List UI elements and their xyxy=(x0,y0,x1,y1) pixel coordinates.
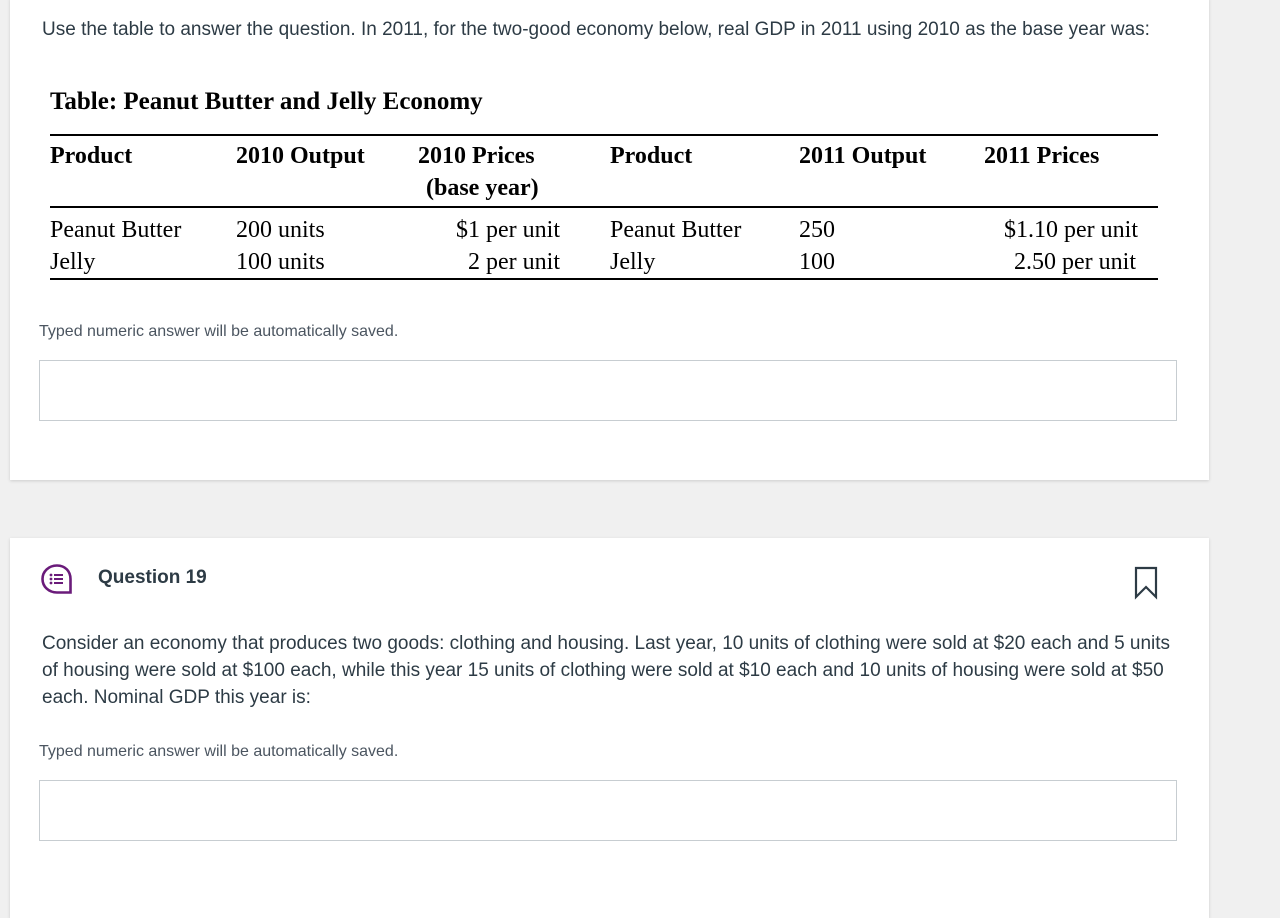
question-card-18 xyxy=(10,0,1209,480)
table-header-row xyxy=(50,135,1158,207)
cell-2011-output: 250 xyxy=(799,217,835,243)
cell-product: Peanut Butter xyxy=(50,217,182,243)
header-product-2011: Product xyxy=(610,143,693,169)
cell-product-2011: Jelly xyxy=(610,249,656,275)
header-product: Product xyxy=(50,143,133,169)
cell-2010-price: 2 per unit xyxy=(468,249,560,275)
cell-2011-output: 100 xyxy=(799,249,835,275)
cell-2010-price: $1 per unit xyxy=(456,217,560,243)
question-card-19 xyxy=(10,538,1209,918)
table-row xyxy=(50,207,1158,246)
header-2011-output: 2011 Output xyxy=(799,143,927,169)
question-type-icon xyxy=(40,563,74,597)
cell-2010-output: 200 units xyxy=(236,217,325,243)
answer-input[interactable] xyxy=(39,360,1177,421)
answer-input[interactable] xyxy=(39,780,1177,841)
bookmark-icon[interactable] xyxy=(1134,566,1158,600)
economy-table-block xyxy=(50,86,1158,280)
header-base-year-label: (base year) xyxy=(426,175,539,201)
header-2011-prices: 2011 Prices xyxy=(984,143,1100,169)
header-2010-prices xyxy=(418,135,610,207)
question-prompt: Consider an economy that produces two goods: clothing and housing. Last year, 10 units of clothing were sold at $20 each and 5 units of housing were sold at $100 each, while this year 15 units of clothing were sold at $10 each and 10 units of housing were sold at $50 each. Nominal GDP this year is: xyxy=(42,633,1171,708)
economy-table xyxy=(50,134,1158,280)
cell-2010-output: 100 units xyxy=(236,249,325,275)
cell-product: Jelly xyxy=(50,249,96,275)
autosave-note: Typed numeric answer will be automatically saved. xyxy=(39,323,399,340)
question-prompt: Use the table to answer the question. In 2011, for the two-good economy below, real GDP in 2011 using 2010 as the base year was: xyxy=(42,19,1150,40)
question-title: Question 19 xyxy=(98,567,207,588)
cell-product-2011: Peanut Butter xyxy=(610,217,742,243)
cell-2011-price: 2.50 per unit xyxy=(1014,249,1136,275)
header-2010-prices-label: 2010 Prices xyxy=(418,143,535,169)
table-row xyxy=(50,246,1158,279)
autosave-note: Typed numeric answer will be automatically saved. xyxy=(39,743,399,760)
cell-2011-price: $1.10 per unit xyxy=(1004,217,1138,243)
table-title: Table: Peanut Butter and Jelly Economy xyxy=(50,88,483,115)
header-2010-output: 2010 Output xyxy=(236,143,365,169)
